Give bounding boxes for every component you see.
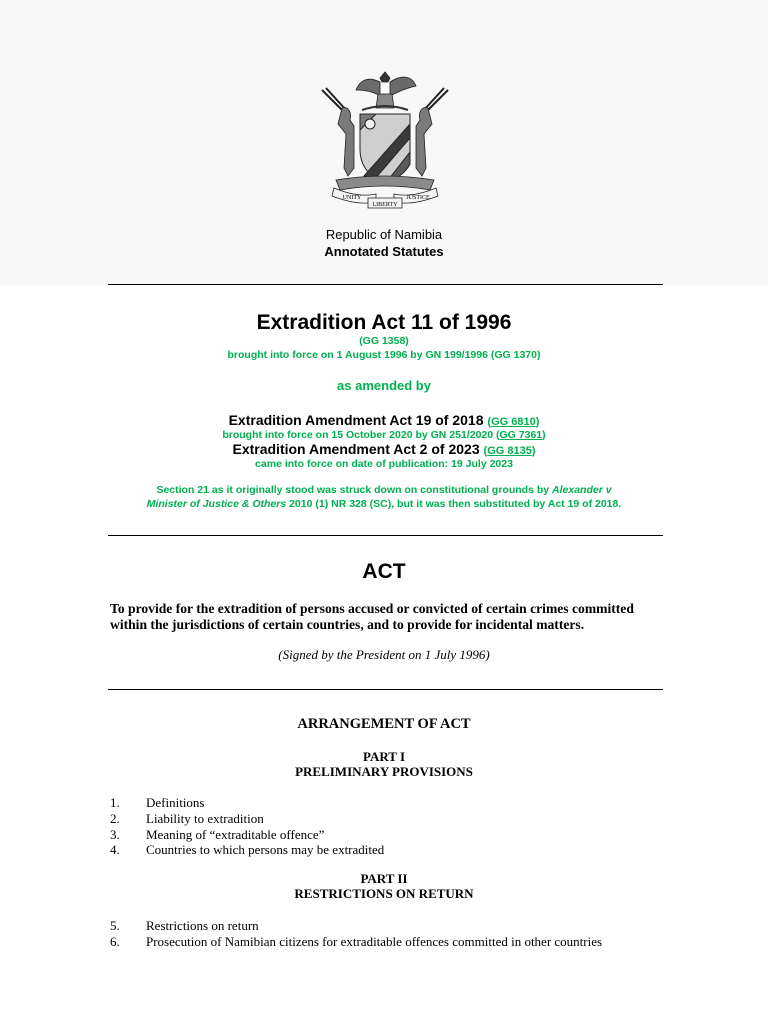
list-item[interactable]: 3. Meaning of “extraditable offence” <box>110 826 325 842</box>
gazette-link-6810[interactable]: GG 6810 <box>491 416 536 428</box>
list-item[interactable]: 1. Definitions <box>110 795 205 810</box>
act-title: Extradition Act 11 of 1996 <box>256 311 512 334</box>
arrangement-heading: ARRANGEMENT OF ACT <box>297 716 471 732</box>
republic-label: Republic of Namibia <box>325 227 443 242</box>
part-1-label: PART I <box>362 749 406 764</box>
gazette-link-8135[interactable]: GG 8135 <box>487 445 532 457</box>
amendment-2-name: Extradition Amendment Act 2 of 2023 <box>232 441 480 457</box>
part-2-section-list <box>110 918 602 950</box>
commencement-note: brought into force on 1 August 1996 by GN 199/1996 (GG 1370) <box>227 349 541 361</box>
list-item[interactable]: 6. Prosecution of Namibian citizens for extraditable offences committed in other countries <box>110 933 603 949</box>
divider <box>108 535 663 536</box>
part-1-title: PRELIMINARY PROVISIONS <box>295 764 473 779</box>
gazette-ref: (GG 1358) <box>359 335 409 347</box>
signed-note: (Signed by the President on 1 July 1996) <box>278 647 490 662</box>
section-21-note: Section 21 as it originally stood was struck down on constitutional grounds by Alexander v Minister of Justice & Others 2010 (1) NR 328 (SC), but it was then substituted by Act 19 of 2018. <box>146 484 622 510</box>
amendment-1-name: Extradition Amendment Act 19 of 2018 <box>228 412 484 428</box>
list-item[interactable]: 4. Countries to which persons may be extradited <box>110 842 385 858</box>
gazette-link-7361[interactable]: GG 7361 <box>499 429 543 441</box>
amendment-2-title: Extradition Amendment Act 2 of 2023 (GG 8135) <box>232 441 536 457</box>
part-2-label: PART II <box>360 871 408 886</box>
amendment-1-note: brought into force on 15 October 2020 by GN 251/2020 (GG 7361) <box>222 429 546 441</box>
act-heading: ACT <box>362 560 406 583</box>
part-2-title: RESTRICTIONS ON RETURN <box>294 886 474 901</box>
list-item[interactable]: 2. Liability to extradition <box>110 810 264 826</box>
amendment-2-note: came into force on date of publication: 19 July 2023 <box>255 458 513 470</box>
motto-liberty: LIBERTY <box>372 202 398 208</box>
motto-unity: UNITY <box>342 195 362 201</box>
list-item[interactable]: 5. Restrictions on return <box>110 918 259 933</box>
divider <box>108 284 663 285</box>
amended-by-label: as amended by <box>337 378 431 393</box>
divider <box>108 689 663 690</box>
part-1-section-list <box>110 795 384 858</box>
motto-justice: JUSTICE <box>406 195 430 201</box>
coat-of-arms-icon <box>318 68 452 210</box>
annotated-statutes-label: Annotated Statutes <box>324 244 444 259</box>
amendment-1-title: Extradition Amendment Act 19 of 2018 (GG 6810) <box>228 412 540 428</box>
long-title: To provide for the extradition of persons accused or convicted of certain crimes committed within the jurisdictions of certain countries, and to provide for incidental matters. <box>110 601 634 632</box>
